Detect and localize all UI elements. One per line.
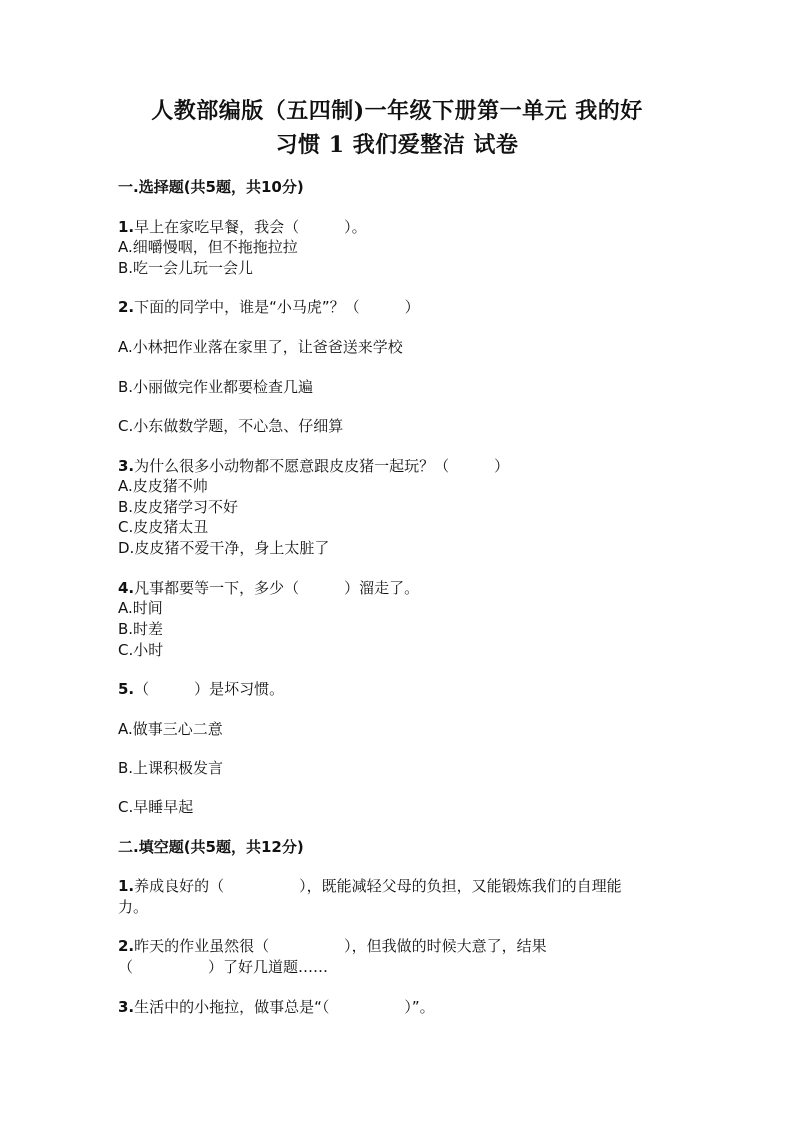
answer-option: C.小时: [118, 641, 164, 659]
section-heading-choice: 一.选择题(共5题，共10分): [118, 178, 304, 196]
question-stem: [118, 936, 547, 956]
question-text: 凡事都要等一下，多少（ ）溜走了。: [134, 579, 420, 597]
answer-option: B.时差: [118, 620, 164, 638]
answer-option: B.上课积极发言: [118, 759, 224, 777]
answer-option: D.皮皮猪不爱干净，身上太脏了: [118, 539, 330, 557]
question-stem: [118, 297, 420, 317]
question-text: 昨天的作业虽然很（ ），但我做的时候大意了，结果: [134, 937, 547, 955]
question-number: 5.: [118, 680, 135, 698]
question-number: 1.: [118, 877, 135, 895]
question-text: 早上在家吃早餐，我会（ ）。: [134, 218, 367, 236]
question-stem: [118, 679, 284, 699]
question-stem: [118, 217, 367, 237]
question-number: 4.: [118, 579, 135, 597]
answer-option: B.皮皮猪学习不好: [118, 498, 239, 516]
question-stem: [118, 997, 435, 1017]
question-text: 生活中的小拖拉，做事总是“（ ）”。: [134, 998, 435, 1016]
question-number: 1.: [118, 218, 135, 236]
answer-option: A.皮皮猪不帅: [118, 477, 208, 495]
question-stem: [118, 578, 419, 598]
question-number: 3.: [118, 457, 135, 475]
answer-option: A.小林把作业落在家里了，让爸爸送来学校: [118, 338, 403, 356]
question-text: 养成良好的（ ），既能减轻父母的负担，又能锻炼我们的自理能: [134, 877, 622, 895]
question-text: 下面的同学中，谁是“小马虎”？（ ）: [134, 298, 420, 316]
answer-option: A.做事三心二意: [118, 720, 223, 738]
question-text-continued: 力。: [118, 898, 149, 916]
section-heading-fill-blank: 二.填空题(共5题，共12分): [118, 838, 304, 856]
question-text: 为什么很多小动物都不愿意跟皮皮猪一起玩？（ ）: [134, 457, 510, 475]
question-number: 3.: [118, 998, 135, 1016]
question-stem: [118, 876, 622, 896]
question-text: （ ）是坏习惯。: [134, 680, 285, 698]
answer-option: A.时间: [118, 599, 163, 617]
answer-option: A.细嚼慢咽，但不拖拖拉拉: [118, 238, 298, 256]
answer-option: B.小丽做完作业都要检查几遍: [118, 378, 314, 396]
question-stem: [118, 456, 509, 476]
answer-option: C.早睡早起: [118, 798, 194, 816]
exam-title-line-2: 习惯 1 我们爱整洁 试卷: [275, 132, 519, 158]
answer-option: C.皮皮猪太丑: [118, 518, 209, 536]
answer-option: B.吃一会儿玩一会儿: [118, 259, 254, 277]
exam-title-line-1: 人教部编版（五四制)一年级下册第一单元 我的好: [151, 98, 643, 124]
question-number: 2.: [118, 298, 135, 316]
question-text-continued: （ ）了好几道题……: [118, 958, 329, 976]
answer-option: C.小东做数学题，不心急、仔细算: [118, 417, 344, 435]
question-number: 2.: [118, 937, 135, 955]
